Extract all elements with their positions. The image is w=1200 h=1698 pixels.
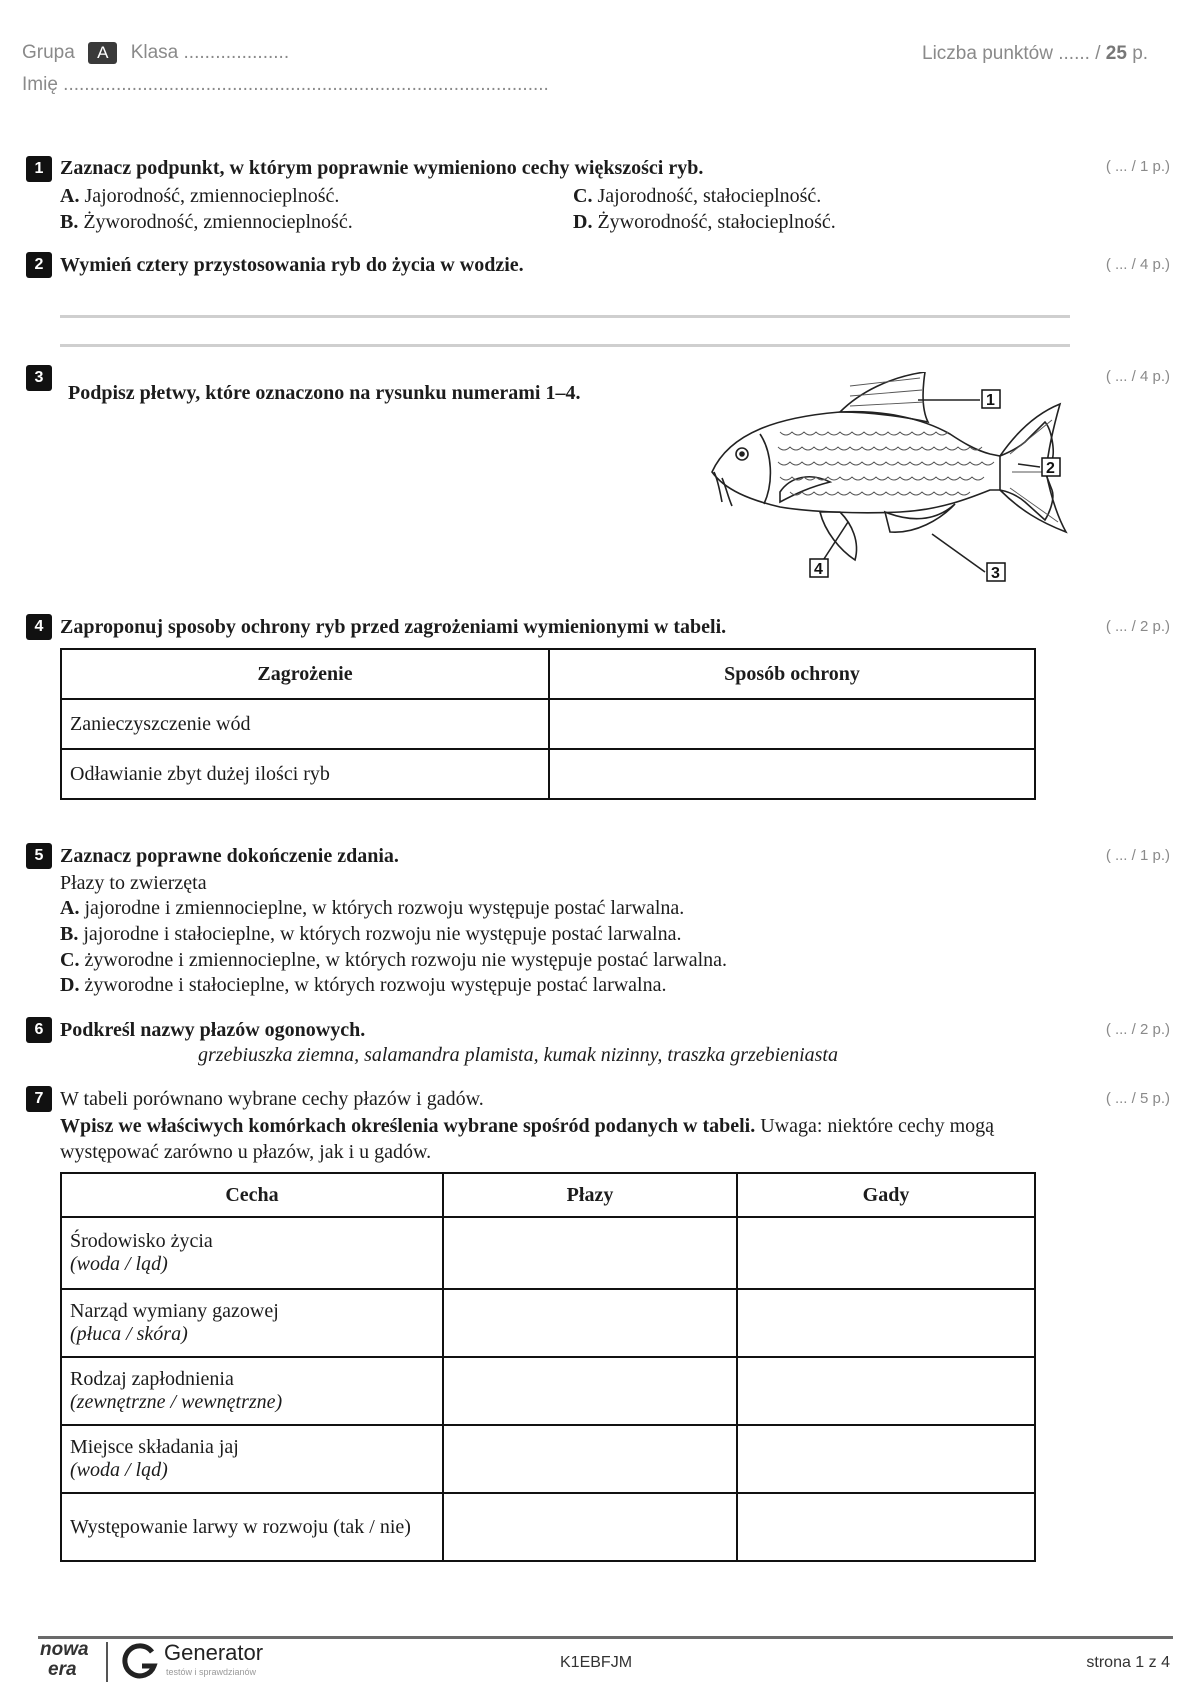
trait-cell: Narząd wymiany gazowej (płuca / skóra) — [61, 1289, 443, 1357]
question-number: 2 — [26, 252, 52, 278]
answer-cell[interactable] — [737, 1357, 1035, 1425]
answer-option[interactable]: D. Żyworodność, stałocieplność. — [573, 211, 836, 233]
answer-option[interactable]: C. żyworodne i zmiennocieplne, w których rozwoju nie występuje postać larwalna. — [60, 949, 728, 971]
trait-cell: Rodzaj zapłodnienia (zewnętrzne / wewnętrzne) — [61, 1357, 443, 1425]
answer-cell[interactable] — [443, 1289, 737, 1357]
table-cell: Odławianie zbyt dużej ilości ryb — [61, 749, 549, 799]
nowa-era-logo: nowa era — [40, 1639, 89, 1680]
question-points: ( ... / 2 p.) — [1105, 618, 1170, 635]
table-header: Zagrożenie — [61, 649, 549, 699]
table-header: Płazy — [443, 1173, 737, 1217]
trait-cell: Miejsce składania jaj (woda / ląd) — [61, 1425, 443, 1493]
comparison-table — [60, 1172, 1036, 1562]
answer-cell[interactable] — [737, 1217, 1035, 1289]
dorsal-fin — [840, 372, 928, 422]
barbel — [714, 472, 722, 502]
question-stem: Płazy to zwierzęta — [60, 872, 207, 894]
label-3: 3 — [991, 565, 1000, 582]
question-number: 4 — [26, 614, 52, 640]
anal-fin — [885, 504, 955, 532]
group-label: Grupa — [22, 42, 75, 63]
footer-divider — [38, 1636, 1173, 1639]
question-title: Podpisz płetwy, które oznaczono na rysunku numerami 1–4. — [68, 382, 581, 404]
fish-body — [712, 412, 1053, 520]
group-line — [22, 42, 289, 64]
leader-line — [932, 534, 985, 572]
question-title: Zaznacz poprawne dokończenie zdania. — [60, 845, 399, 867]
name-field[interactable]: Imię ............................................................................................ — [22, 74, 549, 95]
class-field[interactable]: Klasa .................... — [130, 42, 290, 63]
trait-cell: Występowanie larwy w rozwoju (tak / nie) — [61, 1493, 443, 1561]
answer-cell[interactable] — [443, 1357, 737, 1425]
answer-cell[interactable] — [443, 1493, 737, 1561]
species-list[interactable]: grzebiuszka ziemna, salamandra plamista, kumak nizinny, traszka grzebieniasta — [198, 1044, 838, 1066]
answer-option[interactable]: B. jajorodne i stałocieplne, w których rozwoju nie występuje postać larwalna. — [60, 923, 682, 945]
question-number: 6 — [26, 1017, 52, 1043]
question-number: 5 — [26, 843, 52, 869]
question-title: Podkreśl nazwy płazów ogonowych. — [60, 1019, 366, 1041]
table-header: Cecha — [61, 1173, 443, 1217]
points-total: 25 — [1105, 43, 1127, 64]
group-badge: A — [88, 42, 117, 64]
label-1: 1 — [986, 392, 995, 409]
label-2: 2 — [1046, 460, 1055, 477]
table-header: Sposób ochrony — [549, 649, 1035, 699]
table-cell: Zanieczyszczenie wód — [61, 699, 549, 749]
label-4: 4 — [814, 561, 823, 578]
threats-table — [60, 648, 1036, 800]
answer-option[interactable]: D. żyworodne i stałocieplne, w których rozwoju występuje postać larwalna. — [60, 974, 667, 996]
barbel — [722, 478, 732, 506]
answer-option[interactable]: A. Jajorodność, zmiennocieplność. — [60, 185, 340, 207]
question-number: 7 — [26, 1086, 52, 1112]
question-points: ( ... / 4 p.) — [1105, 256, 1170, 273]
logo-divider — [106, 1642, 108, 1682]
question-points: ( ... / 1 p.) — [1105, 158, 1170, 175]
question-points: ( ... / 2 p.) — [1105, 1021, 1170, 1038]
question-points: ( ... / 1 p.) — [1105, 847, 1170, 864]
table-header: Gady — [737, 1173, 1035, 1217]
page-number: strona 1 z 4 — [1086, 1654, 1170, 1671]
answer-cell[interactable] — [443, 1425, 737, 1493]
question-title: Zaproponuj sposoby ochrony ryb przed zagrożeniami wymienionymi w tabeli. — [60, 616, 727, 638]
trait-cell: Środowisko życia (woda / ląd) — [61, 1217, 443, 1289]
answer-cell[interactable] — [549, 699, 1035, 749]
fish-illustration — [700, 372, 1070, 587]
answer-cell[interactable] — [737, 1425, 1035, 1493]
generator-logo-icon — [120, 1642, 160, 1682]
points-label: Liczba punktów ...... / — [922, 43, 1101, 64]
answer-option[interactable]: A. jajorodne i zmiennocieplne, w których rozwoju występuje postać larwalna. — [60, 897, 685, 919]
answer-option[interactable]: C. Jajorodność, stałocieplność. — [573, 185, 822, 207]
answer-cell[interactable] — [443, 1217, 737, 1289]
points-suffix: p. — [1132, 43, 1149, 64]
generator-subtitle: testów i sprawdzianów — [166, 1667, 257, 1677]
question-points: ( ... / 5 p.) — [1105, 1090, 1170, 1107]
answer-cell[interactable] — [549, 749, 1035, 799]
answer-line[interactable] — [60, 315, 1070, 318]
answer-line[interactable] — [60, 344, 1070, 347]
question-instruction: Wpisz we właściwych komórkach określenia wybrane spośród podanych w tabeli. Uwaga: niektóre cechy mogą występować zarówno u płazów, jak i u gadów. — [60, 1115, 995, 1163]
question-intro: W tabeli porównano wybrane cechy płazów i gadów. — [60, 1088, 484, 1110]
answer-cell[interactable] — [737, 1289, 1035, 1357]
pectoral-fin — [780, 477, 830, 502]
answer-cell[interactable] — [737, 1493, 1035, 1561]
points-summary — [922, 43, 1148, 65]
question-number: 1 — [26, 156, 52, 182]
question-points: ( ... / 4 p.) — [1105, 368, 1170, 385]
fish-pupil — [740, 452, 744, 456]
generator-title: Generator — [164, 1640, 264, 1665]
question-number: 3 — [26, 365, 52, 391]
question-title: Zaznacz podpunkt, w którym poprawnie wymieniono cechy większości ryb. — [60, 157, 704, 179]
leader-line — [1018, 464, 1040, 467]
question-title: Wymień cztery przystosowania ryb do życia w wodzie. — [60, 254, 524, 276]
answer-option[interactable]: B. Żyworodność, zmiennocieplność. — [60, 211, 353, 233]
gill-line — [760, 434, 770, 504]
document-code: K1EBFJM — [560, 1654, 633, 1671]
